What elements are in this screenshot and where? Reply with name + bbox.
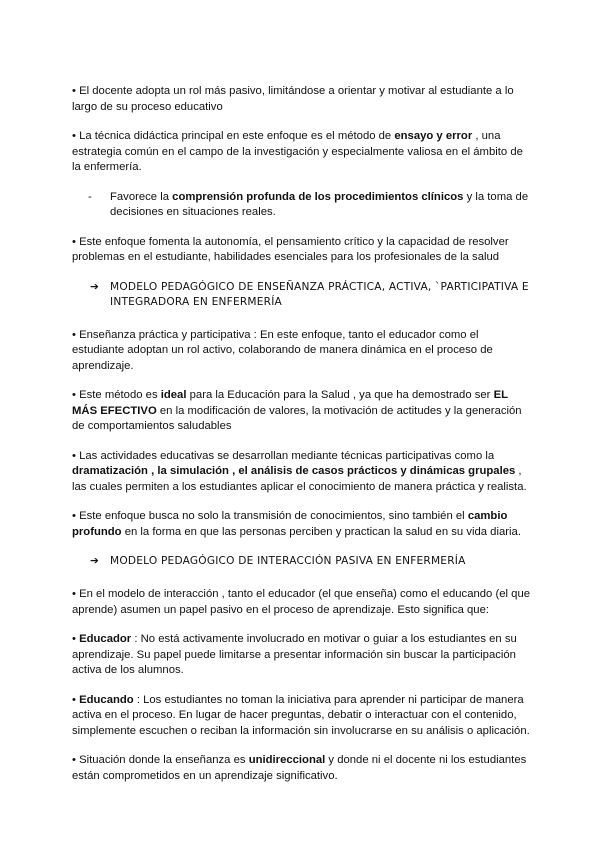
paragraph-text: • Enseñanza práctica y participativa : En este enfoque, tanto el educador como el estudiante adoptan un rol activo, colaborando de manera dinámica en el proceso de aprendizaje. xyxy=(72,328,493,372)
paragraph-text: : No está activamente involucrado en motivar o guiar a los estudiantes en su aprendizaje. Su papel puede limitarse a presentar información sin buscar la participación activa de los alumnos. xyxy=(72,633,517,676)
paragraph-text: , las cuales permiten a los estudiantes aplicar el conocimiento de manera práctica y realista. xyxy=(72,465,527,493)
paragraph-text: : Los estudiantes no toman la iniciativa para aprender ni participar de manera activa en el proceso. En lugar de hacer preguntas, debatir o interactuar con el contenido, simplemente escuchen o reciban la información sin involucrarse en su análisis o aplicación. xyxy=(72,693,530,737)
bold-text: ensayo y error xyxy=(394,130,473,142)
paragraph-text: • Las actividades educativas se desarrollan mediante técnicas participativas como la xyxy=(72,449,495,462)
paragraph-text: • Situación donde la enseñanza es xyxy=(72,754,249,766)
paragraph-cambio-profundo xyxy=(72,509,530,540)
paragraph-text: • Este método es xyxy=(72,389,161,401)
heading-text: MODELO PEDAGÓGICO DE ENSEÑANZA PRÁCTICA, ACTIVA, `PARTICIPATIVA E INTEGRADORA EN ENFERMERÍA xyxy=(110,280,529,308)
arrow-icon: ➔ xyxy=(90,555,100,567)
paragraph-text: Favorece la xyxy=(110,190,173,203)
paragraph-docente-rol xyxy=(72,84,530,115)
dash-list-item xyxy=(72,190,530,221)
paragraph-educando xyxy=(72,693,530,740)
paragraph-text: • El docente adopta un rol más pasivo, limitándose a orientar y motivar al estudiante a lo largo de su proceso educativo xyxy=(72,85,514,113)
paragraph-text: • En el modelo de interacción , tanto el educador (el que enseña) como el educando (el que aprende) asumen un papel pasivo en el proceso de aprendizaje. Esto significa que: xyxy=(72,588,531,616)
paragraph-text: • La técnica didáctica principal en este enfoque es el método de xyxy=(72,130,395,142)
paragraph-text: • Este enfoque fomenta la autonomía, el pensamiento crítico y la capacidad de resolver problemas en el estudiante, habilidades esenciales para los profesionales de la salud xyxy=(72,235,509,263)
bold-text: Educando xyxy=(79,693,134,706)
paragraph-text: en la forma en que las personas perciben y practican la salud en su vida diaria. xyxy=(121,525,521,538)
paragraph-text: • Este enfoque busca no solo la transmisión de conocimientos, sino también el xyxy=(72,510,468,522)
paragraph-metodo-ideal xyxy=(72,388,530,435)
paragraph-educador xyxy=(72,632,530,679)
heading-text: MODELO PEDAGÓGICO DE INTERACCIÓN PASIVA EN ENFERMERÍA xyxy=(110,555,466,567)
bold-text: comprensión profunda de los procedimientos clínicos xyxy=(172,190,464,203)
bold-text: dramatización , la simulación , el análisis de casos prácticos y dinámicas grupales xyxy=(72,465,516,477)
paragraph-tecnica-didactica xyxy=(72,129,530,176)
bold-text: cambio profundo xyxy=(72,510,508,538)
dash-item-text xyxy=(110,190,530,221)
paragraph-text: para la Educación para la Salud , ya que ha demostrado ser xyxy=(186,389,494,401)
bullet: • xyxy=(72,633,80,645)
paragraph-unidireccional xyxy=(72,753,530,784)
dash-marker: - xyxy=(88,190,92,203)
arrow-icon: ➔ xyxy=(90,280,100,293)
bullet: • xyxy=(72,693,80,706)
section-heading-practica xyxy=(72,280,530,310)
paragraph-text: y la toma de decisiones en situaciones reales. xyxy=(110,190,529,218)
paragraph-actividades xyxy=(72,449,530,496)
paragraph-text: en la modificación de valores, la motivación de actitudes y la generación de comportamientos saludables xyxy=(72,404,522,432)
paragraph-autonomia xyxy=(72,235,530,266)
bold-text: ideal xyxy=(160,389,187,401)
section-heading-pasiva xyxy=(72,554,530,569)
bold-text: EL MÁS EFECTIVO xyxy=(72,389,508,417)
paragraph-text: , una estrategia común en el campo de la investigación y especialmente valiosa en el ámbito de la enfermería. xyxy=(72,130,523,173)
paragraph-modelo-interaccion xyxy=(72,587,530,618)
paragraph-text: y donde ni el docente ni los estudiantes están comprometidos en un aprendizaje significativo. xyxy=(72,754,527,782)
paragraph-ensenanza-practica xyxy=(72,328,530,375)
bold-text: Educador xyxy=(79,633,132,645)
bold-text: unidireccional xyxy=(248,754,326,766)
